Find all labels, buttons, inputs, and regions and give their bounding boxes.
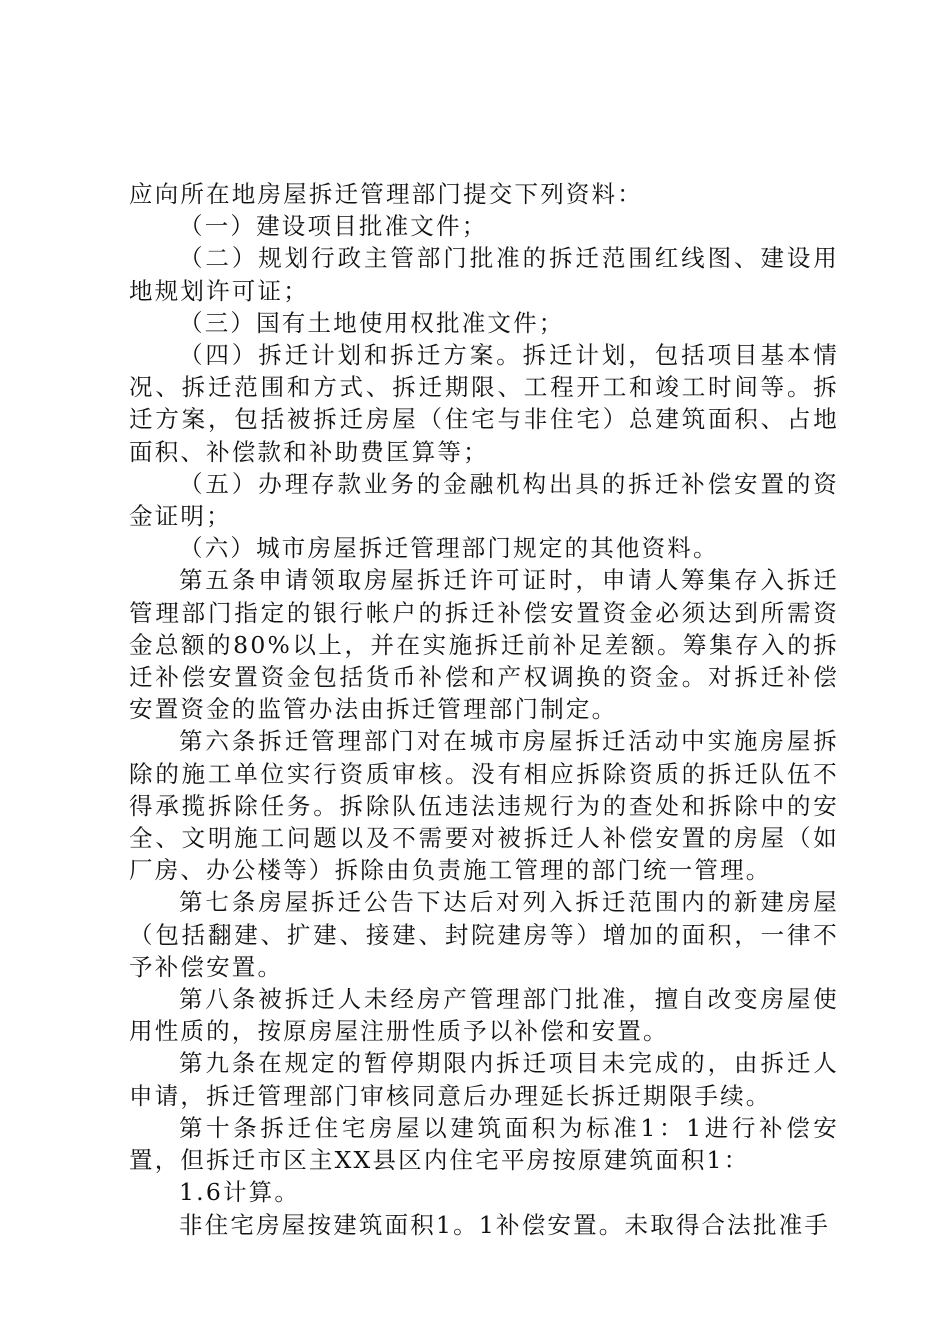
article-9: 第九条在规定的暂停期限内拆迁项目未完成的，由拆迁人申请，拆迁管理部门审核同意后办理延长拆迁期限手续。 [129, 1049, 839, 1110]
article-10: 第十条拆迁住宅房屋以建筑面积为标准1：1进行补偿安置，但拆迁市区主XX县区内住宅平房按原建筑面积1： [129, 1113, 839, 1175]
article-5: 第五条申请领取房屋拆迁许可证时，申请人筹集存入拆迁管理部门指定的银行帐户的拆迁补偿安置资金必须达到所需资金总额的80%以上，并在实施拆迁前补足差额。筹集存入的拆迁补偿安置资金包括货币补偿和产权调换的资金。对拆迁补偿安置资金的监管办法由拆迁管理部门制定。 [129, 566, 839, 724]
paragraph-intro: 应向所在地房屋拆迁管理部门提交下列资料： [129, 180, 643, 208]
article-10-nonresidential: 非住宅房屋按建筑面积1。1补偿安置。未取得合法批准手 [179, 1210, 831, 1239]
list-item-5: （五）办理存款业务的金融机构出具的拆迁补偿安置的资金证明； [129, 469, 839, 531]
article-7: 第七条房屋拆迁公告下达后对列入拆迁范围内的新建房屋（包括翻建、扩建、接建、封院建房等）增加的面积，一律不予补偿安置。 [129, 888, 839, 981]
article-10-continued: 1.6计算。 [179, 1178, 301, 1207]
list-item-4: （四）拆迁计划和拆迁方案。拆迁计划，包括项目基本情况、拆迁范围和方式、拆迁期限、工程开工和竣工时间等。拆迁方案，包括被拆迁房屋（住宅与非住宅）总建筑面积、占地面积、补偿款和补助费匡算等； [129, 341, 839, 466]
list-item-3: （三）国有土地使用权批准文件； [179, 308, 565, 337]
list-item-6: （六）城市房屋拆迁管理部门规定的其他资料。 [179, 534, 719, 563]
list-item-2: （二）规划行政主管部门批准的拆迁范围红线图、建设用地规划许可证； [129, 244, 839, 305]
list-item-1: （一）建设项目批准文件； [179, 212, 488, 241]
article-8: 第八条被拆迁人未经房产管理部门批准，擅自改变房屋使用性质的，按原房屋注册性质予以补偿和安置。 [129, 985, 839, 1046]
article-6: 第六条拆迁管理部门对在城市房屋拆迁活动中实施房屋拆除的施工单位实行资质审核。没有相应拆除资质的拆迁队伍不得承揽拆除任务。拆除队伍违法违规行为的查处和拆除中的安全、文明施工问题以及不需要对被拆迁人补偿安置的房屋（如厂房、办公楼等）拆除由负责施工管理的部门统一管理。 [129, 727, 839, 885]
document-body [129, 178, 839, 1241]
